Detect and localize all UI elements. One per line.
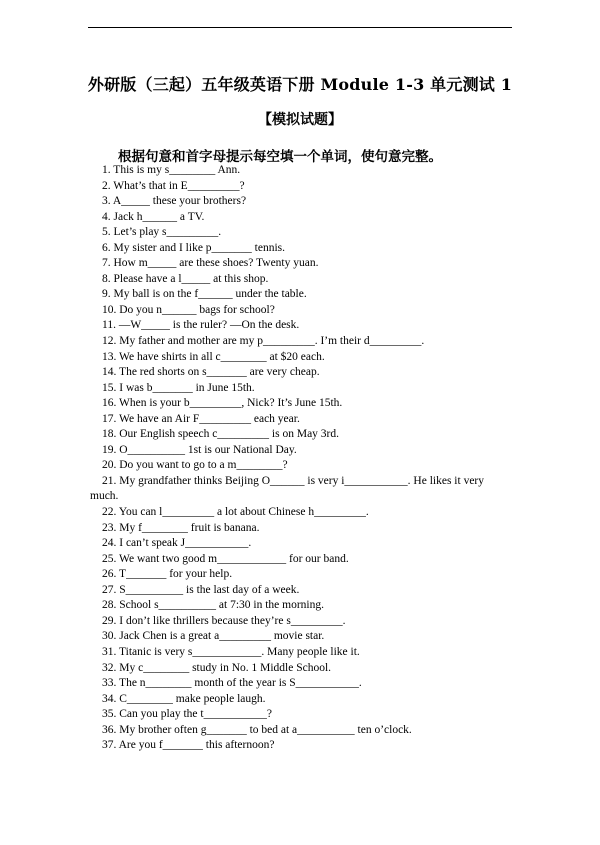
question-item: 28. School s__________ at 7:30 in the morning. [102, 599, 325, 612]
question-item: 29. I don’t like thrillers because they’re s_________. [102, 614, 346, 627]
question-item: 16. When is your b_________, Nick? It’s June 15th. [102, 397, 343, 410]
section-heading: 【模拟试题】 [258, 112, 342, 128]
question-item: 5. Let’s play s_________. [102, 226, 222, 239]
question-item: 11. —W_____ is the ruler? —On the desk. [102, 319, 300, 332]
question-item: 26. T_______ for your help. [102, 568, 233, 581]
question-item: 1. This is my s________ Ann. [102, 164, 241, 176]
question-item: 35. Can you play the t___________? [102, 708, 272, 721]
instruction-text: 根据句意和首字母提示每空填一个单词，使句意完整。 [118, 149, 442, 165]
question-item: 2. What’s that in E_________? [102, 179, 245, 192]
question-item: 20. Do you want to go to a m________? [102, 459, 288, 472]
question-item: 24. I can’t speak J___________. [102, 537, 252, 550]
question-item: 23. My f________ fruit is banana. [102, 521, 260, 534]
question-item: 19. O__________ 1st is our National Day. [102, 443, 297, 456]
page-title: 外研版（三起）五年级英语下册 Module 1-3 单元测试 1 [87, 75, 513, 94]
question-item: 7. How m_____ are these shoes? Twenty yuan. [102, 257, 319, 270]
top-divider [88, 27, 512, 28]
question-item: 37. Are you f_______ this afternoon? [102, 739, 275, 752]
question-item: 34. C________ make people laugh. [102, 692, 266, 705]
question-item: 32. My c________ study in No. 1 Middle School. [102, 661, 332, 674]
question-item: 27. S__________ is the last day of a week. [102, 583, 300, 596]
question-item: 17. We have an Air F_________ each year. [102, 412, 300, 425]
question-item: 18. Our English speech c_________ is on May 3rd. [102, 428, 339, 441]
question-list [90, 163, 515, 754]
question-item: 25. We want two good m____________ for our band. [102, 552, 349, 565]
question-item: 8. Please have a l_____ at this shop. [102, 272, 269, 285]
question-item: 9. My ball is on the f______ under the table. [102, 288, 307, 301]
question-item: 3. A_____ these your brothers? [102, 195, 247, 208]
question-item: 6. My sister and I like p_______ tennis. [102, 241, 286, 254]
question-item: 30. Jack Chen is a great a_________ movie star. [102, 630, 325, 643]
question-item: 10. Do you n______ bags for school? [102, 303, 275, 316]
question-item: 21. My grandfather thinks Beijing O______ is very i___________. He likes it very much. [90, 474, 485, 503]
question-item: 33. The n________ month of the year is S___________. [102, 677, 362, 690]
question-item: 4. Jack h______ a TV. [102, 210, 205, 223]
question-item: 36. My brother often g_______ to bed at a__________ ten o’clock. [102, 723, 412, 736]
question-item: 31. Titanic is very s____________. Many people like it. [102, 645, 360, 658]
question-item: 14. The red shorts on s_______ are very cheap. [102, 366, 320, 379]
question-item: 12. My father and mother are my p_________. I’m their d_________. [102, 335, 425, 348]
question-item: 22. You can l_________ a lot about Chinese h_________. [102, 506, 369, 519]
question-item: 15. I was b_______ in June 15th. [102, 381, 255, 394]
question-item: 13. We have shirts in all c________ at $20 each. [102, 350, 325, 363]
